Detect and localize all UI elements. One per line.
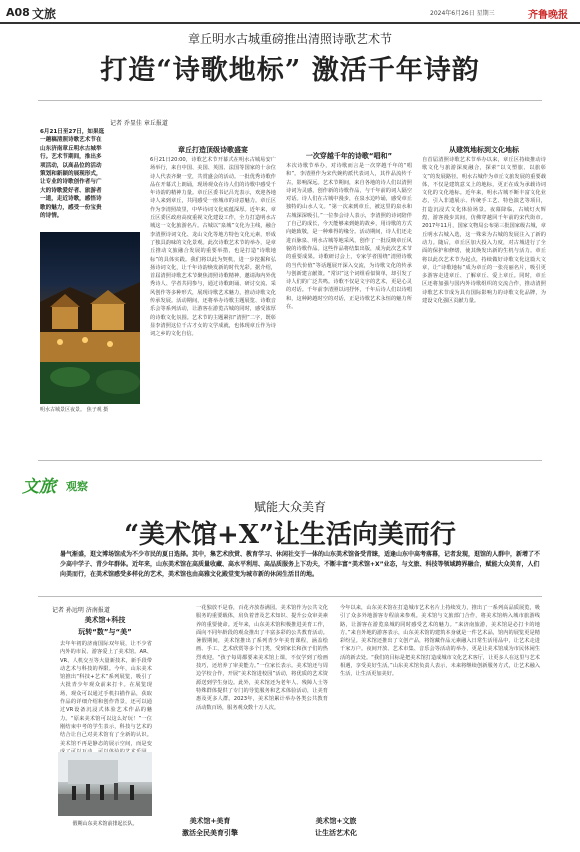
- photo1-caption: 明水古城景区夜景。 焦子观 摄: [40, 407, 109, 413]
- ancient-town-night-photo: [40, 232, 140, 404]
- night-scene-illustration: [40, 232, 140, 404]
- article1-byline: 记者 乔显佳 章丘报道: [110, 120, 168, 127]
- article2-lede: 暑气渐盛，逛文博场馆成为不少市民的夏日选择。其中，集艺术欣赏、教育学习、休闲社交于一体的山东美术馆备受青睐，适逢山东中高考落幕，记者发现，逛馆的人群中，新增了不少高中学子、青少年群体。近年来，山东美术馆在高质量收藏、高水平利用、高品质服务上下功夫，不断丰富“美术馆+X”业态，与文旅、科技等领域跨界融合，赋能大众美育，人们向美而行，在美术馆感受多样化的艺术，美术馆也由高雅文化殿堂变为城市新的休闲生活目的地。: [60, 551, 541, 578]
- article1-column-c: 自首届清照诗歌艺术节举办以来，章丘区持续推动诗歌文化与旅游深度融合，探索“以文塑旅、以旅彰文”的发展路径。明水古城作为章丘文旅发展的重要载体，不仅是建筑意义上的地标，更正在成为承载诗词文化的文化地标。近年来，明水古城不断丰富文化业态，引入非遗展示、传统手工艺、特色演艺等项目，打造沉浸式文化体验场景。夜幕降临，古城灯火辉煌，游客漫步其间，仿佛穿越回千年前的宋代街市。2017年11月，国家文物局公布第三批国家级古城，章丘明水古城入选，这一殊荣为古城的发展注入了新的动力。随后，章丘区加大投入力度，对古城进行了全面的保护和修缮，使其焕发出新的生机与活力。章丘将以此次艺术节为起点，持续做好诗歌文化这篇大文章，让“诗歌地标”成为章丘的一张亮丽名片，吸引更多游客走进章丘、了解章丘、爱上章丘。同时，章丘区还将加强与国内外诗歌组织的交流合作，推动清照诗歌艺术节成为具有国际影响力的诗歌文化品牌，为建设文化强区贡献力量。: [422, 157, 546, 305]
- article2-byline: 记者 孙远明 济南报道: [52, 607, 110, 614]
- article2-subhead-1a: 美术馆+科技: [84, 616, 126, 624]
- divider: [38, 100, 542, 101]
- section-name: 文旅: [32, 7, 57, 21]
- section-logo-main: 文旅: [22, 477, 56, 497]
- page-number: A08: [6, 6, 30, 19]
- article2-subhead-3b: 让生活艺术化: [315, 829, 357, 837]
- museum-queue-photo: [58, 752, 152, 816]
- divider: [38, 460, 542, 461]
- article1-column-a: 6月21日20:00，诗歌艺术节开幕式在明水古城易安广场举行，来自中国、美国、英国、法国等国家的十余位诗人代表齐聚一堂，共赏盛会的活动。一批优秀诗歌作品在开幕式上朗诵，现场观众在诗人们的诗歌中感受千年诗韵的精神力量。章丘区委书记吕光表示，欢迎各地诗人来到章丘，共同感受一座城市的诗意魅力。章丘区作为李清照故里，中华诗词文化底蕴深厚。近年来，章丘区委区政府高度重视文化建设工作，全力打造明水古城这一文化旅游名片。古城以“泉城”文化为主线，融合李清照诗词文化、龙山文化等地方特色文化元素，形成了独具韵味的文化景观。此次诗歌艺术节的举办，是章丘推动文旅融合发展的重要举措，也是打造“诗歌地标”的具体实践。我们将以此为契机，进一步挖掘和弘扬诗词文化，让千年诗韵焕发新的时代光彩。据介绍，首届清照诗歌艺术节聚焦清照诗歌精神，邀请海内外优秀诗人、学者共同参与，通过诗歌朗诵、研讨交流、采风创作等多种形式，展现诗歌艺术魅力，推动诗歌文化传承发展。活动期间，还将举办诗歌主题展览、诗歌音乐会等系列活动，让游客在游览古城的同时，感受浓厚的诗歌文化氛围。艺术节的主题紧扣“清照”二字，既彰显李清照这位千古才女的文学成就，也体现章丘作为诗词之乡的文化自信。: [150, 157, 276, 338]
- article1-subhead-3: 从建筑地标到文化地标: [449, 146, 519, 154]
- article2-subhead-3a: 美术馆+文旅: [315, 817, 357, 825]
- article2-subhead-2a: 美术馆+美育: [189, 817, 231, 825]
- queue-scene-illustration: [58, 752, 152, 816]
- article1-lede: 6月21日至27日，如果逛一趟稿清照诗歌艺术节在山东济南章丘明水古城举行。艺术节期间，推出多项活动，以高品位的活动策划和新颖的展现形式，让专业的诗歌创作者与广大的诗歌爱好者、旅游者一道，走近诗歌，感悟诗歌的魅力，感受一份宝贵的诗情。: [40, 129, 105, 220]
- section-logo-sub: 观察: [66, 480, 88, 493]
- article2-column-a: 去年年初的济南国际双年展，让不少省内外的市民、游客爱上了美术馆。AR、VR、人机交互等大量新技术，新手段带动艺术与科技的界限。今年，山东美术馆推出“科技+艺术”系列展览，吸引了大批青少年观众前来打卡。在展览现场，观众可以通过手机扫描作品，获取作品的详细介绍和创作背景，还可以通过VR设备沉浸式体验艺术作品的魅力。“原来美术馆可以这么好玩！”一位刚结束中考的学生表示，科技与艺术的结合让自己对美术馆有了全新的认识。美术馆不再是静态的展示空间，而是变: [60, 641, 152, 747]
- article1-headline: 打造“诗歌地标” 激活千年诗韵: [100, 55, 480, 86]
- issue-date: 2024年6月26日 星期三: [430, 10, 495, 17]
- article2-headline: “美术馆+X”让生活向美而行: [124, 520, 456, 550]
- article1-subhead-1: 章丘打造顶级诗歌盛宴: [178, 146, 248, 154]
- newspaper-brand: 齐鲁晚报: [528, 10, 568, 21]
- article1-subhead-2: 一次穿越千年的诗歌“唱和”: [305, 152, 393, 160]
- article1-kicker: 章丘明水古城重磅推出清照诗歌艺术节: [187, 32, 392, 46]
- photo2-caption: 假期山东美术馆前排起长队。: [72, 821, 138, 827]
- article1-column-b: 本次诗歌节举办，对诗歌而言是一次穿越千年的“唱和”。李清照作为宋代婉约派代表词人，其作品流传千古，影响深远。艺术节期间，来自各地的诗人们以清照诗词为灵感，创作新的诗歌作品，与千年前的词人隔空对话。诗人们在古城中漫步，在泉水边吟诵，感受章丘独特的山水人文。“第一次来到章丘，被这里的泉水和古城深深吸引。”一位参会诗人表示，李清照的诗词陪伴了自己的成长，今天能够来到她的故乡，用诗歌的方式向她致敬，是一种难得的缘分。活动期间，诗人们还走进百脉泉、明水古城等地采风，创作了一批反映章丘风貌的诗歌作品。这些作品将结集出版，成为此次艺术节的重要成果。诗歌研讨会上，专家学者围绕“清照诗歌的当代价值”等话题展开深入交流，为诗歌文化的传承与创新建言献策。“常识”这个词组看似简单，却引发了诗人们的广泛共鸣。诗歌不仅是文字的艺术，更是心灵的对话。千年前李清照以词抒怀，千年后诗人们以诗唱和，这种跨越时空的对话，正是诗歌艺术永恒的魅力所在。: [286, 163, 412, 311]
- article2-column-b: 一花独放不是春，百花齐放春满园。美术馆作为公共文化服务的重要载体，肩负着普及艺术知识、提升公众审美素养的重要使命。近年来，山东美术馆积极推进美育工作，面向不同年龄段的观众推出了丰富多彩的公共教育活动。暑假期间，美术馆推出了系列青少年美育课程，涵盖绘画、手工、艺术欣赏等多个门类，受到家长和孩子们的热烈欢迎。“孩子每周都要来美术馆上课，不仅学到了绘画技巧，还培养了审美能力。”一位家长表示。美术馆还与周边学校合作，开展“美术馆进校园”活动，将优质的艺术资源送到学生身边。此外，美术馆还为老年人、残障人士等特殊群体提供了专门的导览服务和艺术体验活动，让美育惠及更多人群。2023年，美术馆累计举办各类公共教育活动数百场，服务观众数十万人次。: [196, 605, 328, 711]
- article2-subhead-1b: 玩转“数”与“美”: [78, 628, 132, 636]
- page-header: [0, 0, 580, 24]
- article2-kicker: 赋能大众美育: [253, 500, 326, 514]
- article2-subhead-2b: 激活全民美育引擎: [182, 829, 238, 837]
- divider: [38, 596, 542, 597]
- article2-column-c: 今年以来，山东美术馆在打造城市艺术名片上持续发力，推出了一系列高品质展览，吸引了众多外地游客专程前来参观。美术馆与文旅部门合作，将美术馆纳入城市旅游线路，让游客在游览泉城的同时感受艺术的魅力。“来济南旅游，美术馆是必打卡的地方。”来自外地的游客表示，山东美术馆的建筑本身就是一件艺术品，馆内的展览更是精彩纷呈。美术馆还推出了文创产品，将馆藏作品元素融入日常生活用品中，让艺术走进千家万户。夜间开放、艺术市集、音乐会等活动的举办，更是让美术馆成为市民休闲生活的新去处。“我们的目标是把美术馆打造成城市文化艺术客厅，让更多人在这里与艺术相遇，享受美好生活。”山东美术馆负责人表示，未来将继续创新服务方式，让艺术融入生活，让生活更加美好。: [340, 605, 540, 678]
